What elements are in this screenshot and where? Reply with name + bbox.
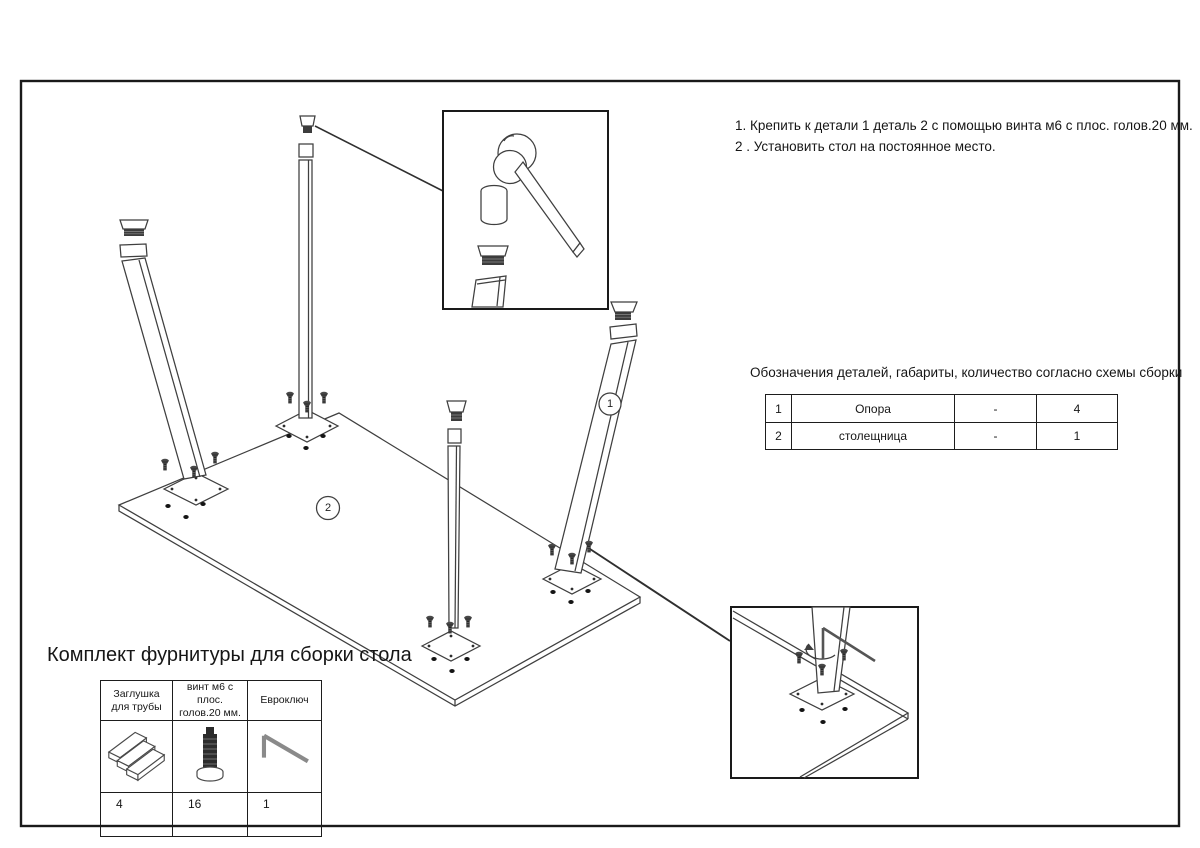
part-name: столещница — [792, 423, 955, 450]
fitting-name: винт м6 с плос. голов.20 мм. — [173, 681, 248, 721]
leader-line-top — [315, 126, 443, 191]
part-number: 1 — [766, 395, 792, 423]
table-row — [101, 681, 322, 721]
parts-table-heading: Обозначения деталей, габариты, количество согласно схемы сборки — [750, 365, 1183, 380]
callout-2-label: 2 — [324, 502, 332, 514]
tube-cap-icon — [447, 401, 466, 412]
tube-cap-icon — [120, 220, 148, 229]
table-row — [101, 721, 322, 793]
screw-icon — [185, 722, 235, 786]
leg-right — [543, 302, 637, 604]
tube-cap-icon — [478, 246, 508, 256]
fitting-name: Заглушка для трубы — [101, 681, 173, 721]
part-number: 2 — [766, 423, 792, 450]
part-dims: - — [955, 395, 1037, 423]
tube-cap-icon — [104, 723, 170, 785]
part-qty: 1 — [1037, 423, 1118, 450]
callout-1 — [599, 393, 621, 415]
tube-cap-icon — [611, 302, 637, 312]
table-row — [101, 793, 322, 837]
parts-table — [765, 394, 1118, 450]
detail-box-cap-insertion — [443, 111, 608, 309]
hex-key-icon — [253, 726, 317, 782]
note-line-1: 1. Крепить к детали 1 деталь 2 с помощью винта м6 с плос. голов.20 мм. — [735, 118, 1193, 133]
fitting-qty: 1 — [248, 793, 322, 837]
detail-box-plate-fastening — [731, 607, 918, 778]
callout-1-label: 1 — [606, 398, 614, 410]
fittings-title: Комплект фурнитуры для сборки стола — [47, 644, 412, 666]
part-name: Опора — [792, 395, 955, 423]
fitting-qty: 4 — [101, 793, 173, 837]
fitting-name: Евроключ — [248, 681, 322, 721]
fitting-qty: 16 — [173, 793, 248, 837]
callout-2 — [317, 497, 340, 520]
table-row — [766, 395, 1118, 423]
table-row — [766, 423, 1118, 450]
part-qty: 4 — [1037, 395, 1118, 423]
note-line-2: 2 . Установить стол на постоянное место. — [735, 139, 996, 154]
fittings-table — [100, 680, 322, 837]
leg-back-middle — [276, 116, 338, 450]
part-dims: - — [955, 423, 1037, 450]
tube-cap-icon — [300, 116, 315, 126]
assembly-notes — [735, 115, 1193, 157]
